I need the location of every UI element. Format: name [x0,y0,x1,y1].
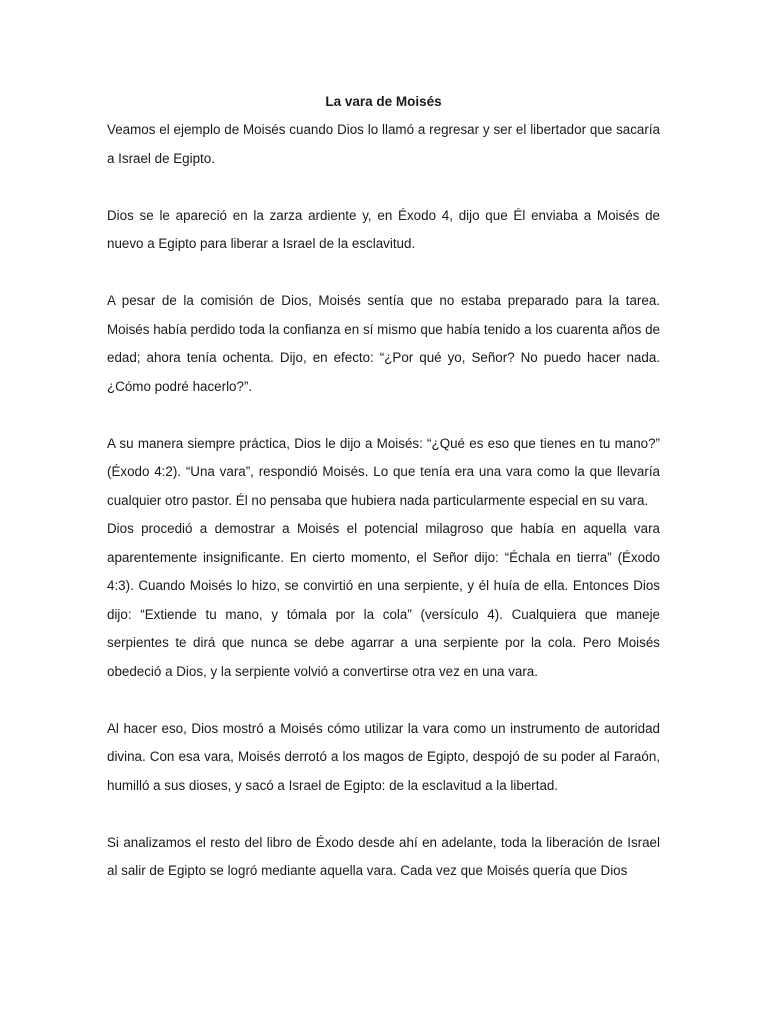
paragraph-4: A su manera siempre práctica, Dios le dijo a Moisés: “¿Qué es eso que tienes en tu mano?” (Éxodo 4:2). “Una vara”, respondió Moisés. Lo que tenía era una vara como la que llevaría cualquier otro pastor. Él no pensaba que hubiera nada particularmente especial en su vara. [107,435,660,508]
paragraph-1: Veamos el ejemplo de Moisés cuando Dios lo llamó a regresar y ser el libertador que sacaría a Israel de Egipto. [107,122,660,166]
paragraph-6: Al hacer eso, Dios mostró a Moisés cómo utilizar la vara como un instrumento de autoridad divina. Con esa vara, Moisés derrotó a los magos de Egipto, despojó de su poder al Faraón, humilló a sus dioses, y sacó a Israel de Egipto: de la esclavitud a la libertad. [107,720,660,793]
paragraph-3: A pesar de la comisión de Dios, Moisés sentía que no estaba preparado para la tarea. Moisés había perdido toda la confianza en sí mismo que había tenido a los cuarenta años de edad; ahora tenía ochenta. Dijo, en efecto: “¿Por qué yo, Señor? No puedo hacer nada. ¿Cómo podré hacerlo?”. [107,293,660,394]
paragraph-2: Dios se le apareció en la zarza ardiente y, en Éxodo 4, dijo que Él enviaba a Moisés de nuevo a Egipto para liberar a Israel de la esclavitud. [107,207,660,251]
paragraph-7: Si analizamos el resto del libro de Éxodo desde ahí en adelante, toda la liberación de Israel al salir de Egipto se logró mediante aquella vara. Cada vez que Moisés quería que Dios [107,834,660,878]
paragraph-5: Dios procedió a demostrar a Moisés el potencial milagroso que había en aquella vara aparentemente insignificante. En cierto momento, el Señor dijo: “Échala en tierra” (Éxodo 4:3). Cuando Moisés lo hizo, se convirtió en una serpiente, y él huía de ella. Entonces Dios dijo: “Extiende tu mano, y tómala por la cola” (versículo 4). Cualquiera que maneje serpientes te dirá que nunca se debe agarrar a una serpiente por la cola. Pero Moisés obedeció a Dios, y la serpiente volvió a convertirse otra vez en una vara. [107,521,660,679]
document-title: La vara de Moisés [325,94,442,109]
document-page [107,88,660,886]
